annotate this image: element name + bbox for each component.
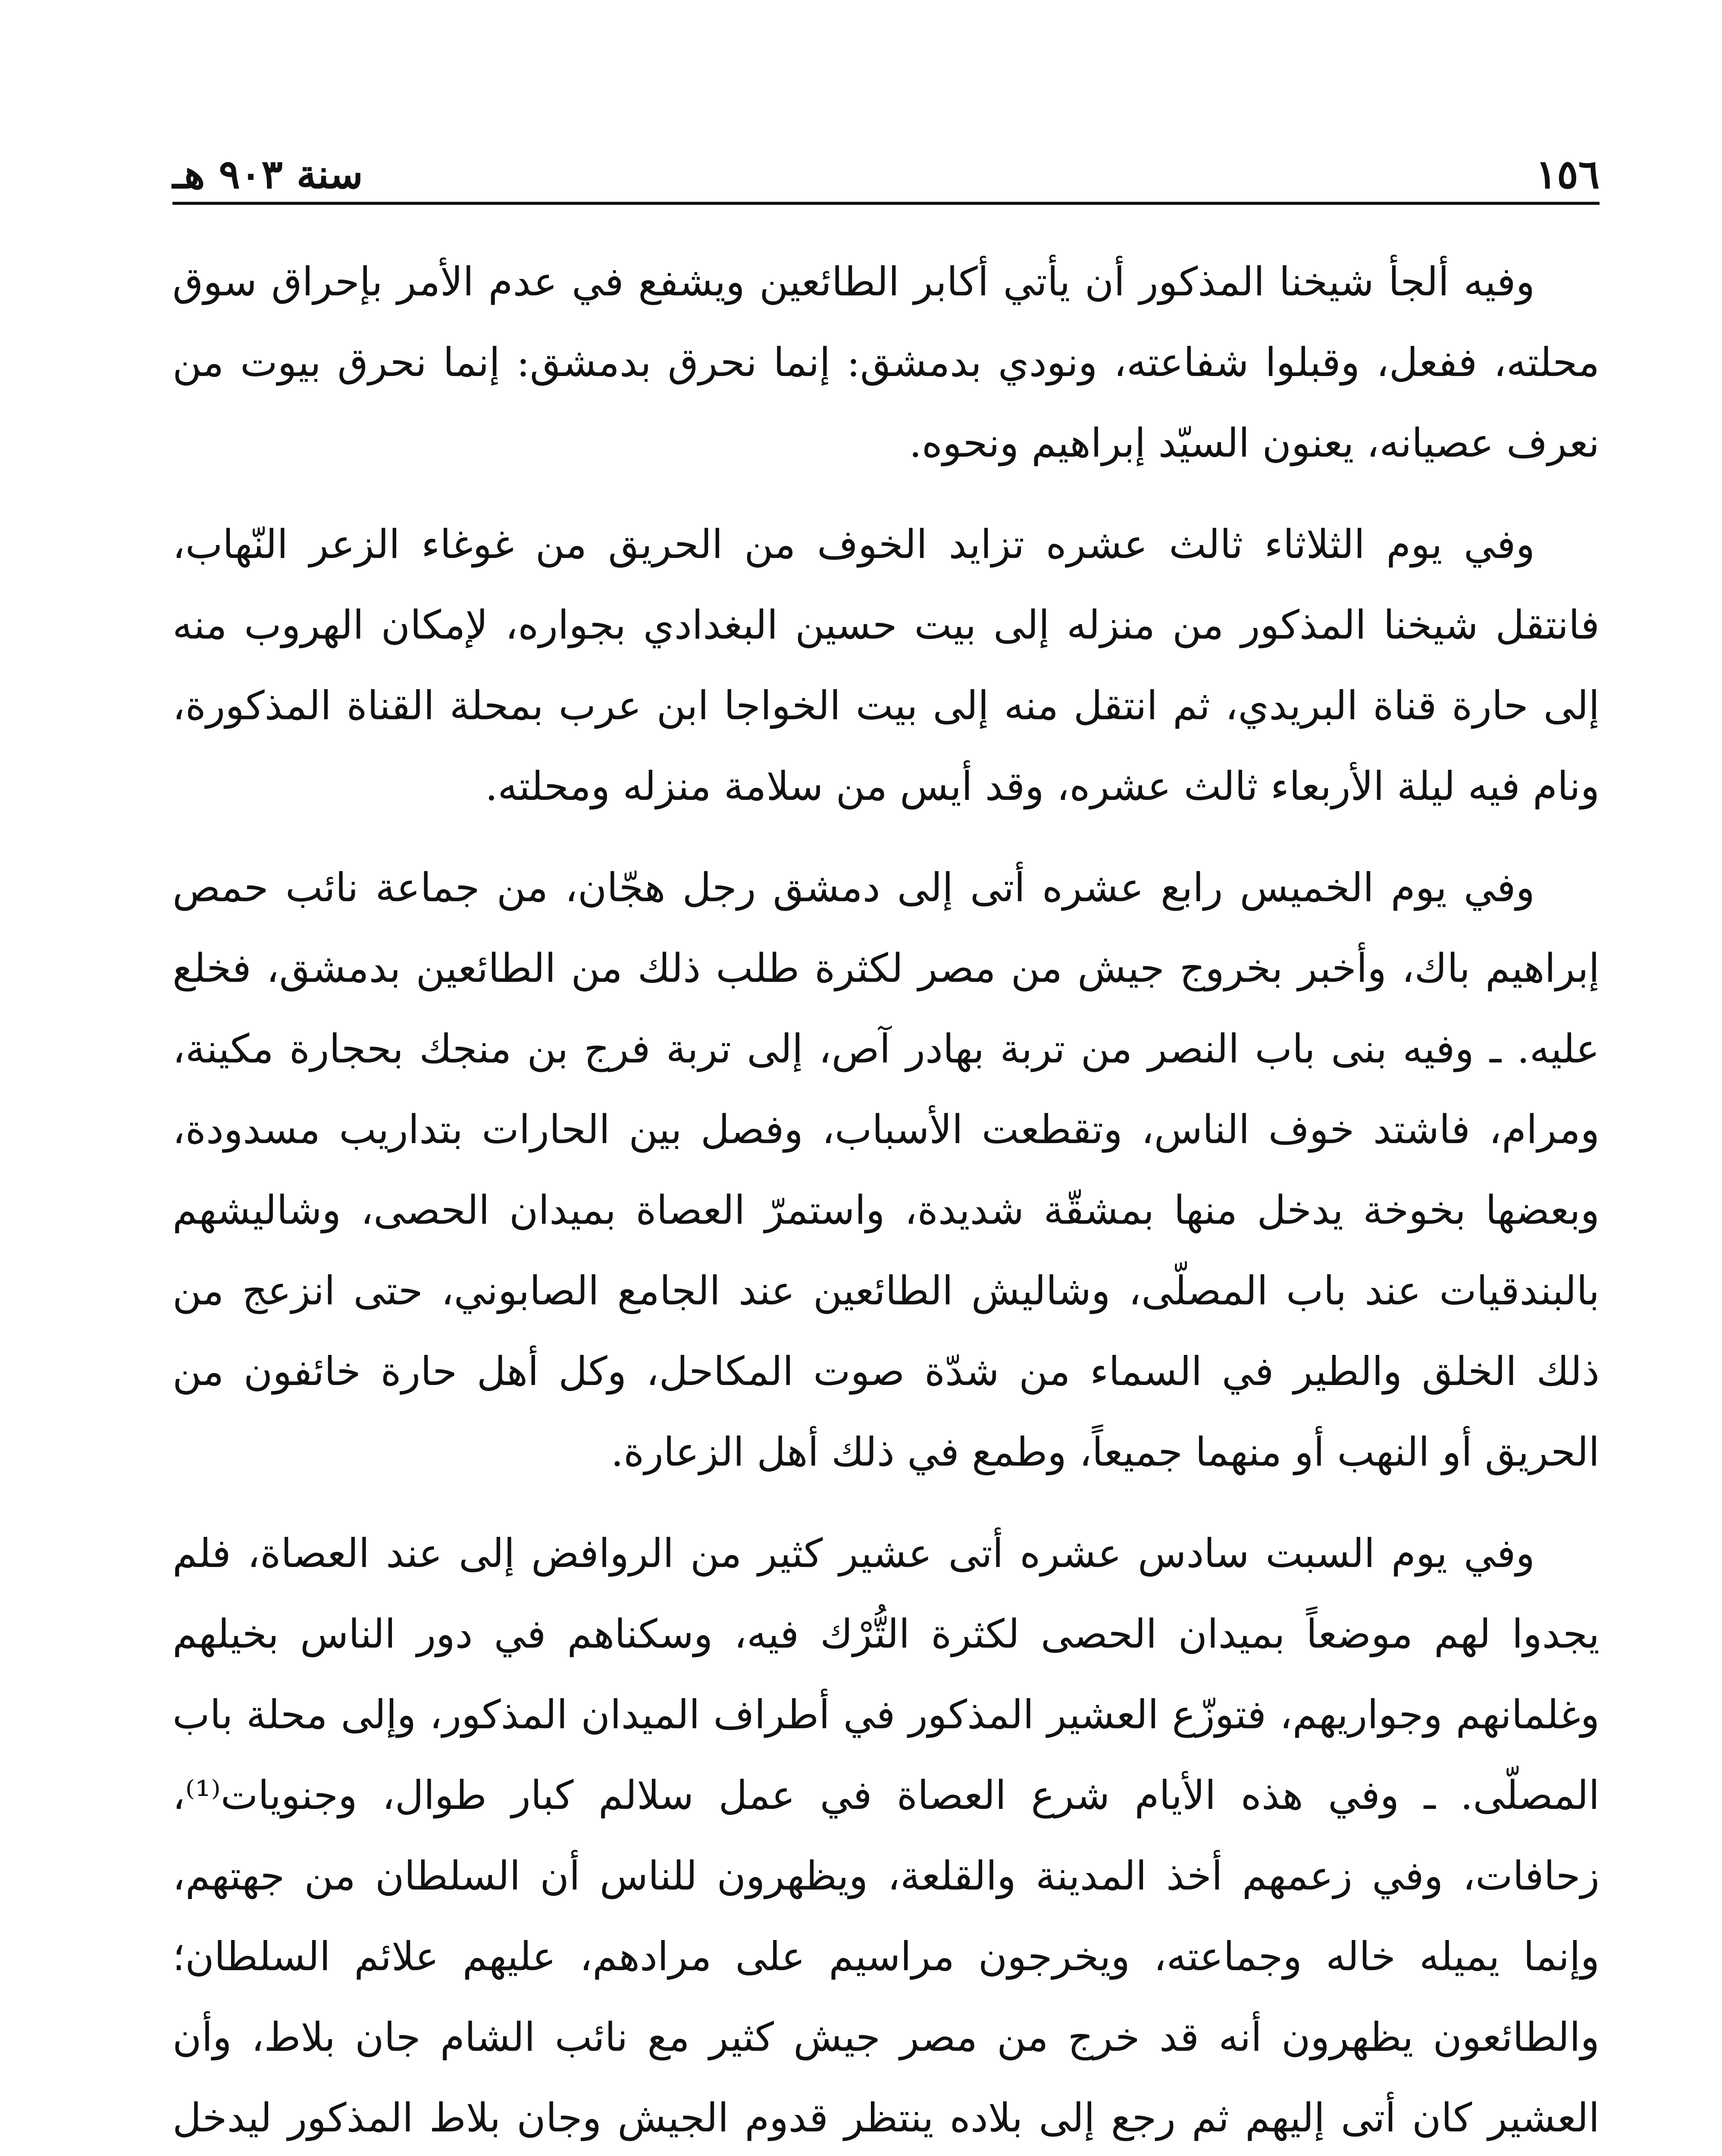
page-number: ١٥٦	[1535, 151, 1600, 197]
paragraph-3: وفي يوم الخميس رابع عشره أتى إلى دمشق رجل هجّان، من جماعة نائب حمص إبراهيم باك، وأخبر بخروج جيش من مصر لكثرة طلب ذلك من الطائعين بدمشق، فخلع عليه. ـ وفيه بنى باب النصر من تربة بهادر آص، إلى تربة فرج بن منجك بحجارة مكينة، ومرام، فاشتد خوف الناس، وتقطعت الأسباب، وفصل بين الحارات بتداريب مسدودة، وبعضها بخوخة يدخل منها بمشقّة شديدة، واستمرّ العصاة بميدان الحصى، وشاليشهم بالبندقيات عند باب المصلّى، وشاليش الطائعين عند الجامع الصابوني، حتى انزعج من ذلك الخلق والطير في السماء من شدّة صوت المكاحل، وكل أهل حارة خائفون من الحريق أو النهب أو منهما جميعاً، وطمع في ذلك أهل الزعارة.	[172, 865, 1600, 1475]
paragraph-4: وفي يوم السبت سادس عشره أتى عشير كثير من الروافض إلى عند العصاة، فلم يجدوا لهم موضعاً بميدان الحصى لكثرة التُّرْك فيه، وسكناهم في دور الناس بخيلهم وغلمانهم وجواريهم، فتوزّع العشير المذكور في أطراف الميدان المذكور، وإلى محلة باب المصلّى. ـ وفي هذه الأيام شرع العصاة في عمل سلالم كبار طوال، وجنويات⁽¹⁾، زحافات، وفي زعمهم أخذ المدينة والقلعة، ويظهرون للناس أن السلطان من جهتهم، وإنما يميله خاله وجماعته، ويخرجون مراسيم على مرادهم، عليهم علائم السلطان؛ والطائعون يظهرون أنه قد خرج من مصر جيش كثير مع نائب الشام جان بلاط، وأن العشير كان أتى إليهم ثم رجع إلى بلاده ينتظر قدوم الجيش وجان بلاط المذكور ليدخل	[172, 1530, 1600, 2141]
year-label: سنة ٩٠٣ هـ	[172, 151, 363, 197]
paragraph-1: وفيه ألجأ شيخنا المذكور أن يأتي أكابر الطائعين ويشفع في عدم الأمر بإحراق سوق محلته، ففعل، وقبلوا شفاعته، ونودي بدمشق: إنما نحرق بدمشق: إنما نحرق بيوت من نعرف عصيانه، يعنون السيّد إبراهيم ونحوه.	[172, 259, 1600, 466]
paragraph-2: وفي يوم الثلاثاء ثالث عشره تزايد الخوف من الحريق من غوغاء الزعر النّهاب، فانتقل شيخنا المذكور من منزله إلى بيت حسين البغدادي بجواره، لإمكان الهروب منه إلى حارة قناة البريدي، ثم انتقل منه إلى بيت الخواجا ابن عرب بمحلة القناة المذكورة، ونام فيه ليلة الأربعاء ثالث عشره، وقد أيس من سلامة منزله ومحلته.	[172, 521, 1600, 809]
header-rule	[172, 202, 1600, 205]
page-header	[172, 129, 1600, 197]
main-text	[172, 241, 1600, 2156]
